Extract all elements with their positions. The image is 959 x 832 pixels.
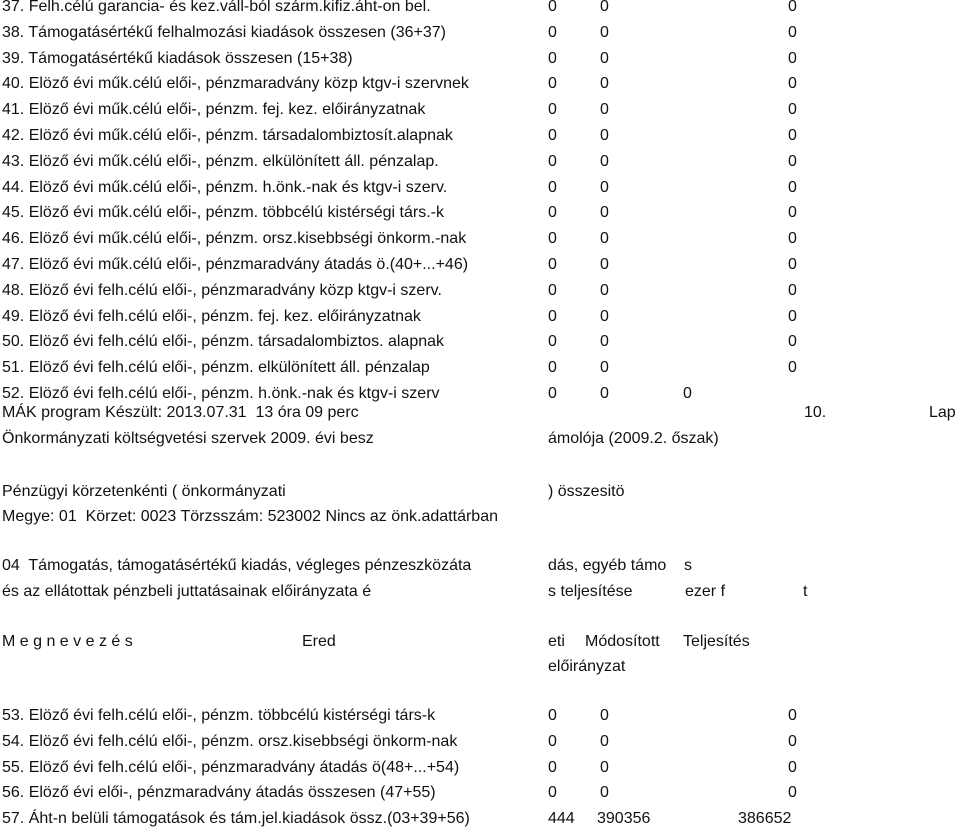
row-value-eredeti: 0 [548,178,557,196]
column-header-eloiranyzat: előirányzat [548,658,626,675]
row-label: 57. Áht-n belüli támogatások és tám.jel.kiadások össz.(03+39+56) [2,810,470,828]
row-value-teljesites: 0 [683,385,692,402]
row-value-teljesites: 0 [788,784,797,802]
row-label: 39. Támogatásértékű kiadások összesen (15+38) [2,49,353,67]
row-label: 37. Felh.célú garancia- és kez.váll-ból szárm.kifiz.áht-on bel. [2,0,431,15]
column-header-megnevezes: M e g n e v e z é s [2,633,133,650]
row-value-teljesites: 0 [788,152,797,170]
row-label: 53. Elöző évi felh.célú elői-, pénzm. többcélú kistérségi társ-k [2,707,436,724]
section-title-2a: és az ellátottak pénzbeli juttatásainak előirányzata é [2,583,372,600]
program-line: MÁK program Készült: 2013.07.31 13 óra 09 perc [2,404,359,421]
row-label: 44. Elöző évi műk.célú elői-, pénzm. h.önk.-nak és ktgv-i szerv. [2,178,448,196]
row-value-eredeti: 0 [548,204,557,222]
row-label: 41. Elöző évi műk.célú elői-, pénzm. fej. kez. előirányzatnak [2,101,426,119]
row-label: 48. Elöző évi felh.célú elői-, pénzmaradvány közp ktgv-i szerv. [2,281,442,299]
section-title-2d: t [803,583,808,600]
row-value-teljesites: 0 [788,256,797,273]
district-title-part2: ) összesitö [548,483,625,500]
row-value-eredeti: 0 [548,307,557,325]
row-value-eredeti: 0 [548,256,557,273]
column-header-modositott: Módosított [585,633,660,650]
row-value-eredeti: 0 [548,784,557,802]
section-title-2b: s teljesítése [548,583,633,600]
row-label: 40. Elöző évi műk.célú elői-, pénzmaradvány közp ktgv-i szervnek [2,75,469,93]
row-value-eredeti: 0 [548,359,557,377]
row-value-eredeti: 0 [548,75,557,93]
page-word: Lap [929,404,956,421]
row-value-teljesites: 0 [788,281,797,299]
row-value-eredeti: 0 [548,127,557,144]
report-title-part1: Önkormányzati költségvetési szervek 2009. évi besz [2,430,374,447]
row-value-eredeti: 0 [548,732,557,750]
row-value-teljesites: 0 [788,75,797,93]
row-value-eredeti: 0 [548,333,557,351]
row-value-modositott: 0 [600,23,609,41]
district-title-part1: Pénzügyi körzetenkénti ( önkormányzati [2,483,286,500]
row-label: 45. Elöző évi műk.célú elői-, pénzm. többcélú kistérségi társ.-k [2,204,444,222]
row-value-modositott: 0 [600,49,609,67]
row-value-modositott: 0 [600,732,609,750]
row-value-modositott: 0 [600,333,609,351]
row-label: 52. Elöző évi felh.célú elői-, pénzm. h.önk.-nak és ktgv-i szerv [2,385,440,402]
row-value-eredeti: 0 [548,152,557,170]
row-value-teljesites: 0 [788,0,797,15]
row-value-modositott: 0 [600,204,609,222]
row-value-modositott: 0 [600,256,609,273]
row-label: 46. Elöző évi műk.célú elői-, pénzm. orsz.kisebbségi önkorm.-nak [2,230,467,248]
row-value-modositott: 0 [600,784,609,802]
row-value-modositott: 0 [600,0,609,15]
section-title-1b: dás, egyéb támo [548,557,667,574]
row-label: 56. Elöző évi elői-, pénzmaradvány átadás összesen (47+55) [2,784,436,802]
row-value-modositott: 0 [600,707,609,724]
row-value-teljesites: 0 [788,333,797,351]
row-value-teljesites: 386652 [738,810,792,828]
section-title-2c: ezer f [685,583,726,600]
row-value-eredeti: 0 [548,0,557,15]
row-value-eredeti: 0 [548,385,557,402]
row-label: 38. Támogatásértékű felhalmozási kiadások összesen (36+37) [2,23,446,41]
row-value-teljesites: 0 [788,178,797,196]
row-value-teljesites: 0 [788,204,797,222]
row-value-modositott: 0 [600,230,609,248]
report-title-part2: ámolója (2009.2. őszak) [548,430,719,447]
row-label: 49. Elöző évi felh.célú elői-, pénzm. fej. kez. előirányzatnak [2,307,421,325]
column-header-ered: Ered [302,633,336,650]
row-label: 43. Elöző évi műk.célú elői-, pénzm. elkülönített áll. pénzalap. [2,152,439,170]
column-header-teljesites: Teljesítés [683,633,750,650]
row-value-teljesites: 0 [788,127,797,144]
row-value-modositott: 0 [600,281,609,299]
row-value-eredeti: 0 [548,707,557,724]
section-title-1a: 04 Támogatás, támogatásértékű kiadás, végleges pénzeszközáta [2,557,472,574]
row-label: 50. Elöző évi felh.célú elői-, pénzm. társadalombiztos. alapnak [2,333,445,351]
row-value-eredeti: 0 [548,230,557,248]
row-value-modositott: 0 [600,359,609,377]
row-label: 55. Elöző évi felh.célú elői-, pénzmaradvány átadás ö(48+...+54) [2,758,460,776]
section-title-1c: s [684,557,692,574]
row-value-modositott: 0 [600,178,609,196]
row-value-teljesites: 0 [788,23,797,41]
row-value-modositott: 0 [600,758,609,776]
row-label: 51. Elöző évi felh.célú elői-, pénzm. elkülönített áll. pénzalap [2,359,430,377]
row-value-eredeti: 0 [548,101,557,119]
row-value-teljesites: 0 [788,359,797,377]
row-value-teljesites: 0 [788,732,797,750]
county-line: Megye: 01 Körzet: 0023 Törzsszám: 523002 Nincs az önk.adattárban [2,508,498,525]
row-value-modositott: 0 [600,75,609,93]
row-label: 42. Elöző évi műk.célú elői-, pénzm. társadalombiztosít.alapnak [2,127,453,144]
row-value-eredeti: 444 [548,810,575,828]
row-value-eredeti: 0 [548,758,557,776]
row-value-modositott: 0 [600,307,609,325]
row-value-eredeti: 0 [548,49,557,67]
row-value-teljesites: 0 [788,707,797,724]
row-value-modositott: 0 [600,152,609,170]
row-value-modositott: 0 [600,101,609,119]
row-value-teljesites: 0 [788,230,797,248]
row-value-teljesites: 0 [788,758,797,776]
row-value-eredeti: 0 [548,281,557,299]
row-value-modositott: 390356 [597,810,651,828]
row-value-modositott: 0 [600,385,609,402]
column-header-eti: eti [548,633,565,650]
row-value-teljesites: 0 [788,49,797,67]
row-value-teljesites: 0 [788,307,797,325]
row-value-modositott: 0 [600,127,609,144]
row-label: 54. Elöző évi felh.célú elői-, pénzm. orsz.kisebbségi önkorm-nak [2,732,458,750]
row-value-teljesites: 0 [788,101,797,119]
page-number: 10. [804,404,827,421]
row-label: 47. Elöző évi műk.célú elői-, pénzmaradvány átadás ö.(40+...+46) [2,256,469,273]
row-value-eredeti: 0 [548,23,557,41]
